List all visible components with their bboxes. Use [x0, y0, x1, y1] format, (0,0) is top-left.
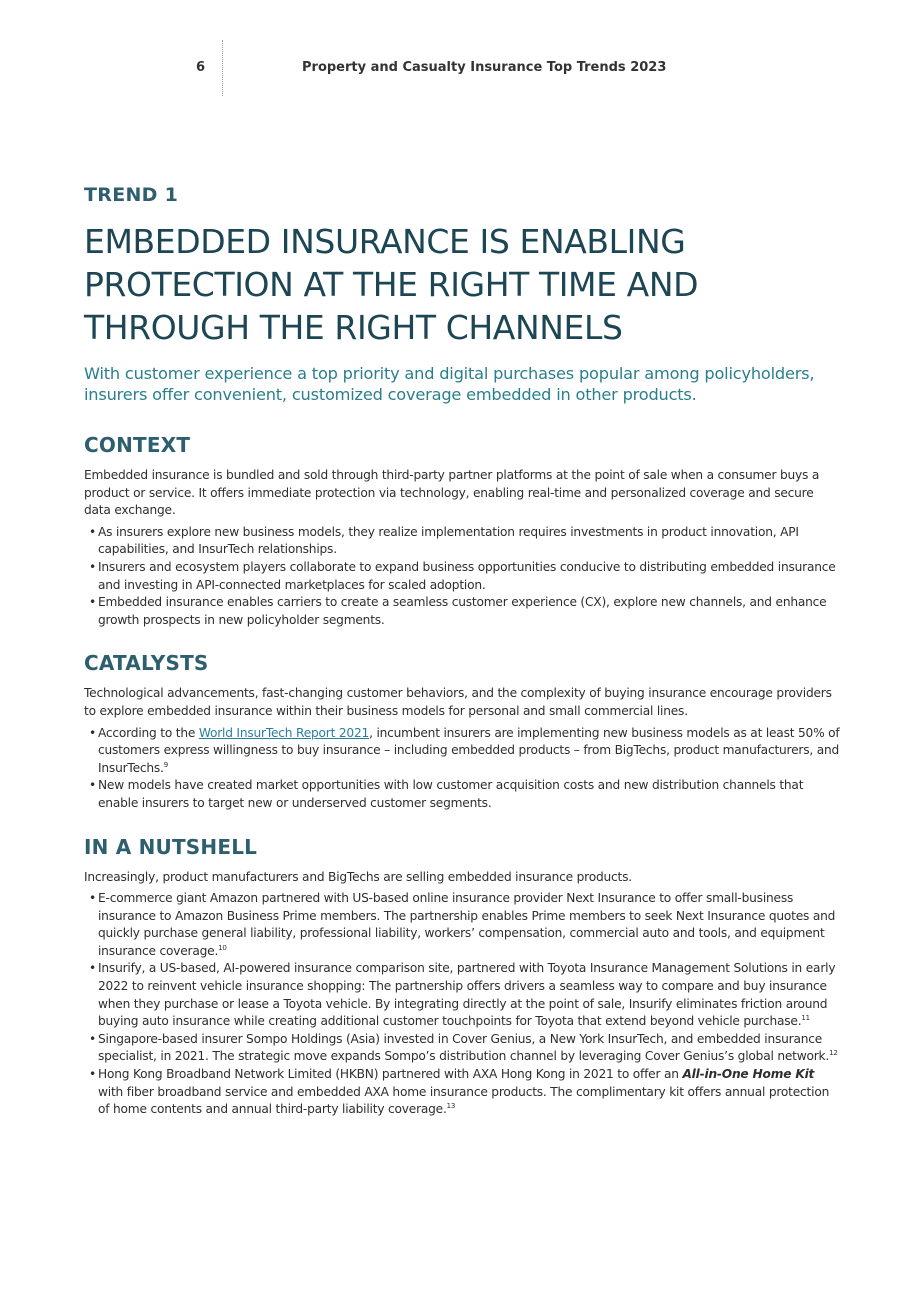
bullet-icon: •: [89, 524, 96, 539]
list-item: [84, 594, 840, 629]
bullet-text: Embedded insurance enables carriers to create a seamless customer experience (CX), explore new channels, and enhance growth prospects in new policyholder segments.: [98, 595, 827, 627]
nutshell-bullets: [84, 890, 840, 1119]
list-item: [84, 777, 840, 812]
bullet-icon: •: [89, 778, 96, 793]
bullet-text-suffix: with fiber broadband service and embedded AXA home insurance products. The complimentary kit offers annual protection of home contents and annual third-party liability coverage.: [98, 1084, 830, 1117]
bullet-text: New models have created market opportunities with low customer acquisition costs and new distribution channels that enable insurers to target new or underserved customer segments.: [98, 778, 804, 810]
catalysts-bullets: [84, 725, 840, 813]
page-title: EMBEDDED INSURANCE IS ENABLING PROTECTION AT THE RIGHT TIME AND THROUGH THE RIGHT CHANNELS: [84, 222, 699, 347]
bullet-icon: •: [89, 961, 96, 976]
list-item: [84, 559, 840, 594]
bullet-text-prefix: According to the: [98, 725, 199, 740]
report-title: Property and Casualty Insurance Top Trends 2023: [302, 60, 667, 75]
article-body: [84, 184, 840, 1141]
catalysts-section: [84, 651, 840, 812]
bullet-text-prefix: Hong Kong Broadband Network Limited (HKBN) partnered with AXA Hong Kong in 2021 to offer an: [98, 1067, 683, 1082]
nutshell-heading: IN A NUTSHELL: [84, 834, 258, 859]
bullet-text: Singapore-based insurer Sompo Holdings (Asia) invested in Cover Genius, a New York InsurTech, and embedded insurance specialist, in 2021. The strategic move expands Sompo’s distribution channel by leveraging Cover Genius’s global network.: [98, 1031, 830, 1064]
nutshell-intro: Increasingly, product manufacturers and BigTechs are selling embedded insurance products.: [84, 869, 632, 884]
list-item: [84, 524, 840, 559]
bullet-icon: •: [89, 1031, 96, 1046]
footnote-ref: 13: [446, 1102, 456, 1111]
context-heading: CONTEXT: [84, 433, 191, 457]
list-item: [84, 1066, 840, 1119]
catalysts-intro: Technological advancements, fast-changing customer behaviors, and the complexity of buying insurance encourage providers to explore embedded insurance within their business models for personal and small commercial lines.: [84, 686, 832, 718]
bullet-text: Insurers and ecosystem players collaborate to expand business opportunities conducive to distributing embedded insurance and investing in API-connected marketplaces for scaled adoption.: [98, 559, 836, 592]
bullet-icon: •: [89, 595, 96, 610]
bullet-text: Insurify, a US-based, AI-powered insurance comparison site, partnered with Toyota Insurance Management Solutions in early 2022 to reinvent vehicle insurance shopping: The partnership offers drivers a seamless way to compare and buy insurance when they purchase or lease a Toyota vehicle. By integrating directly at the point of sale, Insurify eliminates friction around buying auto insurance while creating additional customer touchpoints for Toyota that extend beyond vehicle purchase.: [98, 961, 836, 1029]
context-intro: Embedded insurance is bundled and sold through third-party partner platforms at the point of sale when a consumer buys a product or service. It offers immediate protection via technology, enabling real-time and personalized coverage and secure data exchange.: [84, 468, 820, 518]
subtitle: With customer experience a top priority and digital purchases popular among policyholders, insurers offer convenient, customized coverage embedded in other products.: [84, 364, 815, 404]
bullet-text: As insurers explore new business models, they realize implementation requires investments in product innovation, API capabilities, and InsurTech relationships.: [98, 524, 799, 557]
footnote-ref: 12: [829, 1049, 838, 1058]
list-item: [84, 960, 840, 1030]
footnote-ref: 10: [218, 943, 227, 952]
bullet-icon: •: [89, 725, 96, 740]
page-header: [0, 58, 920, 80]
world-insurtech-report-link[interactable]: World InsurTech Report 2021: [198, 725, 370, 740]
list-item: [84, 725, 840, 778]
header-divider: [222, 40, 223, 96]
context-bullets: [84, 524, 840, 630]
bullet-icon: •: [89, 891, 96, 906]
bullet-text: E-commerce giant Amazon partnered with US-based online insurance provider Next Insurance to offer small-business insurance to Amazon Business Prime members. The partnership enables Prime members to seek Next Insurance quotes and quickly purchase general liability, professional liability, workers’ compensation, commercial auto and tools, and equipment insurance coverage.: [98, 891, 836, 958]
bullet-icon: •: [89, 1067, 96, 1082]
footnote-ref: 11: [801, 1014, 810, 1023]
page-number: 6: [196, 60, 206, 75]
trend-label: TREND 1: [84, 184, 179, 206]
catalysts-heading: CATALYSTS: [84, 651, 209, 676]
product-name: All-in-One Home Kit: [682, 1067, 815, 1082]
bullet-text-suffix: , incumbent insurers are implementing new business models as at least 50% of customers express willingness to buy insurance – including embedded products – from BigTechs, product manufacturers, and InsurTechs.: [98, 725, 840, 775]
footnote-ref: 9: [163, 760, 168, 769]
context-section: [84, 433, 840, 629]
list-item: [84, 1031, 840, 1066]
nutshell-section: [84, 835, 840, 1119]
list-item: [84, 890, 840, 960]
bullet-icon: •: [89, 559, 96, 574]
